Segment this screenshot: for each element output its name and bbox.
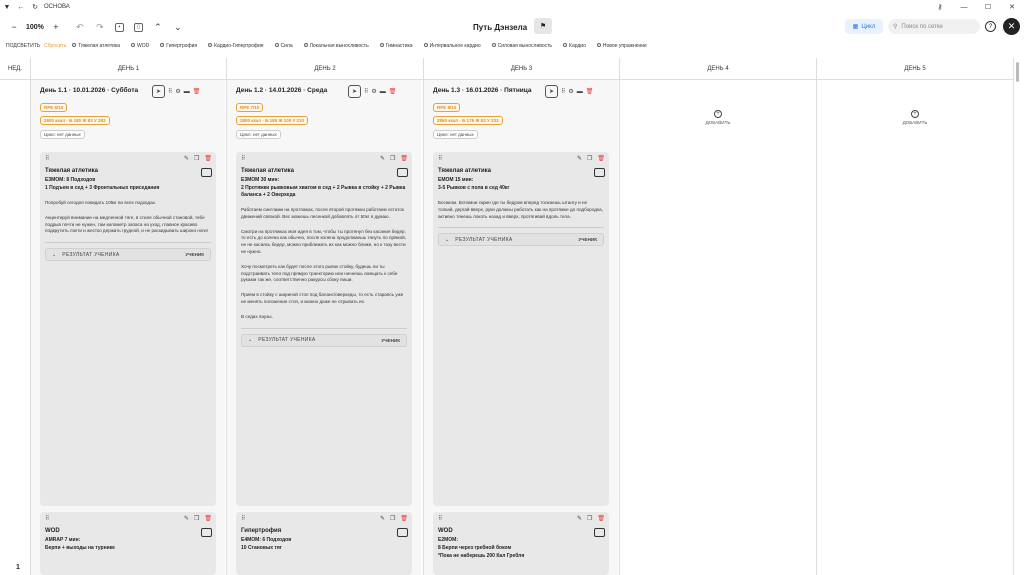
student-result-toggle[interactable]: ⌄ РЕЗУЛЬТАТ УЧЕНИКА УЧЕНИК [438, 233, 604, 246]
edit-icon[interactable]: ✎ [379, 516, 385, 522]
exercise-name: Тяжелая атлетика [45, 168, 98, 174]
day-header: ДЕНЬ 5 [817, 58, 1014, 80]
window-title: ОСНОВА [44, 4, 70, 10]
radio-icon [160, 43, 164, 47]
exercise-note: Акцентируй внимание на медленной тяге, в стиле обычной становой, тебе подрыв почти не нужен, там километр запаса на уход, главное красиво подкрутить локти и жестко держать грудной, и не раскидывать широко ноги! [45, 214, 208, 234]
rpe-badge: RPE 7/10 [236, 103, 263, 112]
comment-icon[interactable] [397, 168, 408, 177]
drag-handle-icon[interactable]: ⠿ [45, 516, 50, 522]
training-grid [0, 58, 1014, 575]
trash-icon[interactable]: 🗑 [597, 516, 605, 522]
gear-icon[interactable]: ⚙ [568, 89, 574, 95]
close-button[interactable]: ✕ [1003, 18, 1020, 35]
filter-chip[interactable]: Интервальное кардио [424, 43, 481, 49]
rpe-badge: RPE 6/10 [40, 103, 67, 112]
exercise-scheme: E4MOM: 6 Подходов [241, 537, 292, 543]
exercise-scheme: *Пока не наберешь 200 Кал Гребля [438, 553, 525, 559]
filter-chip[interactable]: Новое упражнение [597, 43, 647, 49]
day-column [31, 80, 227, 575]
day-title: День 1.1 · 10.01.2026 · Суббота [40, 87, 139, 94]
exercise-scheme: E3MOM: 8 Подходов [45, 177, 96, 183]
kcal-badge: 2860 ккал · Б 175 Ж 83 У 333 [433, 116, 503, 125]
trash-icon[interactable]: 🗑 [388, 89, 397, 95]
divider [45, 242, 211, 243]
zoom-level: 100% [26, 23, 44, 31]
expand-down-icon[interactable]: ⌄ [174, 21, 182, 32]
trash-icon[interactable]: 🗑 [400, 516, 408, 522]
search-input[interactable] [888, 19, 980, 34]
redo-icon[interactable]: ↷ [96, 21, 104, 32]
radio-icon [492, 43, 496, 47]
exercise-name: Гипертрофия [241, 528, 282, 534]
undo-icon[interactable]: ↶ [76, 21, 84, 32]
help-button[interactable]: ? [985, 21, 996, 32]
flag-icon: ⚑ [539, 23, 547, 30]
drag-handle-icon[interactable]: ⠿ [241, 516, 246, 522]
trash-icon[interactable]: 🗑 [400, 156, 408, 162]
highlight-label: ПОДСВЕТИТЬ [6, 42, 41, 49]
comment-icon[interactable] [201, 528, 212, 537]
key-icon[interactable]: ⚷ [937, 4, 943, 11]
exercise-scheme: Берпи + выходы на турнике [45, 545, 115, 551]
title-bar [0, 0, 1024, 14]
send-button[interactable]: ➤ [348, 85, 361, 98]
back-arrow-icon[interactable]: ← [17, 3, 25, 11]
day-card [227, 80, 421, 575]
flag-button[interactable] [534, 18, 552, 34]
edit-icon[interactable]: ✎ [183, 156, 189, 162]
cycle-badge: Цикл: нет данных [433, 130, 478, 139]
copy-icon[interactable]: ▬ [576, 88, 583, 95]
toolbar [0, 14, 1024, 40]
exercise-scheme: 8 Берпи через гребной боком [438, 545, 512, 551]
comment-icon[interactable] [594, 528, 605, 537]
comment-icon[interactable] [397, 528, 408, 537]
exercise-scheme: 1 Подъем в сед + 3 Фронтальных приседания [45, 185, 160, 191]
edit-icon[interactable]: ✎ [576, 516, 582, 522]
filter-chip[interactable]: Кардио-Гипертрофия [208, 43, 263, 49]
exercise-scheme: 10 Становых тяг [241, 545, 282, 551]
exercise-card [236, 152, 412, 506]
chevron-down-icon: ⌄ [445, 236, 450, 243]
drag-handle-icon[interactable]: ⠿ [438, 156, 443, 162]
filter-chip[interactable]: Гимнастика [380, 43, 413, 49]
copy-icon[interactable]: ❐ [389, 156, 396, 162]
comment-icon[interactable] [594, 168, 605, 177]
copy-icon[interactable]: ❐ [586, 156, 593, 162]
student-result-toggle[interactable]: ⌄ РЕЗУЛЬТАТ УЧЕНИКА УЧЕНИК [241, 334, 407, 347]
sidebar-toggle-icon[interactable]: ▯ [134, 23, 143, 32]
radio-icon [380, 43, 384, 47]
exercise-name: Тяжелая атлетика [241, 168, 294, 174]
edit-icon[interactable]: ✎ [183, 516, 189, 522]
radio-icon [563, 43, 567, 47]
search-placeholder: Поиск по сетке [901, 23, 943, 30]
filter-chip[interactable]: Силовая выносливость [492, 43, 552, 49]
day-title: День 1.3 · 16.01.2026 · Пятница [433, 87, 532, 94]
filter-chip[interactable]: WOD [131, 43, 149, 49]
cycle-badge: Цикл: нет данных [236, 130, 281, 139]
drag-handle-icon[interactable]: ⠿ [168, 89, 173, 95]
exercise-note: Босиком. Вспомни скрин где ты бедром вперед толкаешь штангу и не толкай, дергай вверх, руки должны работать как на протяжке до подбородка, активно тянешь локоть назад и вверх, протягивай вдоль тела. [438, 200, 603, 219]
reload-icon[interactable]: ↻ [32, 4, 38, 11]
chart-icon: ▦ [852, 24, 859, 30]
close-window-button[interactable]: ✕ [1009, 4, 1015, 11]
app-logo-icon: ▼ [3, 3, 11, 11]
exercise-card [236, 512, 412, 575]
radio-icon [424, 43, 428, 47]
day-card [424, 80, 618, 575]
exercise-name: WOD [438, 528, 453, 534]
exercise-card [40, 152, 216, 506]
copy-icon[interactable]: ❐ [389, 516, 396, 522]
filter-chip[interactable]: Тяжелая атлетика [72, 43, 120, 49]
gear-icon[interactable]: ⚙ [371, 89, 377, 95]
filter-chip[interactable]: Кардио [563, 43, 586, 49]
exercise-card [40, 512, 216, 575]
copy-icon[interactable]: ❐ [193, 156, 200, 162]
exercise-note: Прием в стойку с шириной стоп под баланс/оверхеды, то есть стараясь уже не менять положение стоп, и можно даже не отрывать их. [241, 292, 404, 304]
exercise-card [433, 512, 609, 575]
day-header: ДЕНЬ 2 [227, 58, 424, 80]
vertical-scrollbar[interactable] [1015, 58, 1020, 575]
exercise-note: Хочу посмотреть как будет после этого рывок стойку, будешь ли ты подстраивать тело под прямую траекторию или начнешь смещать к себе руками так же, соответственно ракурсы сбоку пиши. [241, 263, 398, 283]
day-actions [545, 85, 593, 98]
day-column [620, 80, 817, 575]
reset-button[interactable]: Сбросить [44, 42, 67, 49]
cycle-label: Цикл [861, 23, 876, 30]
comment-icon[interactable] [201, 168, 212, 177]
zoom-out-button[interactable]: − [11, 22, 17, 32]
drag-handle-icon[interactable]: ⠿ [364, 89, 369, 95]
day-header: ДЕНЬ 4 [620, 58, 817, 80]
exercise-name: WOD [45, 528, 60, 534]
cycle-button[interactable] [845, 19, 883, 34]
week-header: НЕД. [0, 58, 31, 80]
day-header: ДЕНЬ 3 [424, 58, 620, 80]
filter-bar [0, 40, 1024, 51]
exercise-note: Работаем синглами на протяжках, после второй протяжки работаем остаток движений связкой. Вес можешь лесенкой добавлять от 50кг я думаю. [241, 207, 404, 219]
copy-icon[interactable]: ▬ [379, 88, 386, 95]
exercise-note: Попробуй сегодня покидать 105кг во всех подходах. [45, 200, 157, 205]
cycle-badge: Цикл: нет данных [40, 130, 85, 139]
trash-icon[interactable]: 🗑 [597, 156, 605, 162]
rpe-badge: RPE 8/10 [433, 103, 460, 112]
add-day-button[interactable]: + ДОБАВИТЬ [902, 111, 928, 125]
edit-icon[interactable]: ✎ [576, 156, 582, 162]
copy-icon[interactable]: ❐ [193, 516, 200, 522]
plus-icon: + [714, 110, 722, 118]
kcal-badge: 2600 ккал · Б 180 Ж 83 У 283 [40, 116, 110, 125]
collapse-up-icon[interactable]: ⌃ [154, 21, 162, 32]
search-icon: ⚲ [893, 24, 898, 30]
day-column [227, 80, 424, 575]
day-column [424, 80, 620, 575]
day-actions [348, 85, 396, 98]
copy-icon[interactable]: ▬ [183, 88, 190, 95]
student-result-toggle[interactable]: ⌄ РЕЗУЛЬТАТ УЧЕНИКА УЧЕНИК [45, 248, 211, 261]
day-title: День 1.2 · 14.01.2026 · Среда [236, 87, 328, 94]
copy-icon[interactable]: ❐ [586, 516, 593, 522]
filter-chip[interactable]: Сила [275, 43, 293, 49]
exercise-card [433, 152, 609, 506]
trash-icon[interactable]: 🗑 [585, 89, 594, 95]
drag-handle-icon[interactable]: ⠿ [45, 156, 50, 162]
edit-icon[interactable]: ✎ [379, 156, 385, 162]
drag-handle-icon[interactable]: ⠿ [438, 516, 443, 522]
day-card [31, 80, 225, 575]
day-actions [152, 85, 200, 98]
radio-icon [72, 43, 76, 47]
day-header: ДЕНЬ 1 [31, 58, 227, 80]
send-button[interactable]: ➤ [545, 85, 558, 98]
radio-icon [275, 43, 279, 47]
drag-handle-icon[interactable]: ⠿ [561, 89, 566, 95]
week-number: 1 [16, 564, 20, 571]
exercise-note: В седах паузы. [241, 313, 273, 319]
day-column [817, 80, 1014, 575]
radio-icon [131, 43, 135, 47]
add-day-button[interactable]: + ДОБАВИТЬ [705, 111, 731, 125]
filter-chip[interactable]: Локальная выносливость [304, 43, 369, 49]
chevron-down-icon: ⌄ [248, 337, 253, 344]
plus-icon: + [911, 110, 919, 118]
zoom-in-button[interactable]: + [53, 22, 59, 32]
maximize-button[interactable]: ☐ [984, 4, 992, 11]
trash-icon[interactable]: 🗑 [192, 89, 201, 95]
exercise-scheme: 2 Протяжки рывковым хватом в сед + 2 Рывка в стойку + 2 Рывка баланса + 2 Оверхеда [241, 185, 406, 198]
exercise-scheme: E3MOM 30 мин: [241, 177, 280, 183]
exercise-note: Смотри на протяжках моя идея в том, чтобы ты протянул без касания бедер, то есть до колена как обычно, после колена продолжаешь тянуть по прямой, не не касаясь бедер, можно приближать их как можно ближе, но к тазу вести не нужно. [241, 228, 406, 254]
week-column [0, 80, 31, 575]
drag-handle-icon[interactable]: ⠿ [241, 156, 246, 162]
scrollbar-thumb[interactable] [1016, 62, 1019, 82]
trash-icon[interactable]: 🗑 [204, 156, 212, 162]
exercise-scheme: AMRAP 7 мин: [45, 537, 81, 543]
exercise-scheme: E2MOM: [438, 537, 458, 543]
page-title: Путь Дэнзела [473, 23, 528, 32]
minimize-button[interactable]: — [960, 3, 968, 11]
exercise-scheme: EMOM 15 мин: [438, 177, 474, 183]
trash-icon[interactable]: 🗑 [204, 516, 212, 522]
filter-chip[interactable]: Гипертрофия [160, 43, 197, 49]
kcal-badge: 2800 ккал · Б 185 Ж 100 У 210 [236, 116, 308, 125]
divider [241, 328, 407, 329]
gear-icon[interactable]: ⚙ [175, 89, 181, 95]
save-icon[interactable]: ▪ [115, 23, 124, 32]
exercise-name: Тяжелая атлетика [438, 168, 491, 174]
send-button[interactable]: ➤ [152, 85, 165, 98]
divider [438, 227, 604, 228]
radio-icon [208, 43, 212, 47]
radio-icon [597, 43, 601, 47]
chevron-down-icon: ⌄ [52, 251, 57, 258]
radio-icon [304, 43, 308, 47]
exercise-scheme: 3-5 Рывков с пола в сед 40кг [438, 185, 510, 191]
